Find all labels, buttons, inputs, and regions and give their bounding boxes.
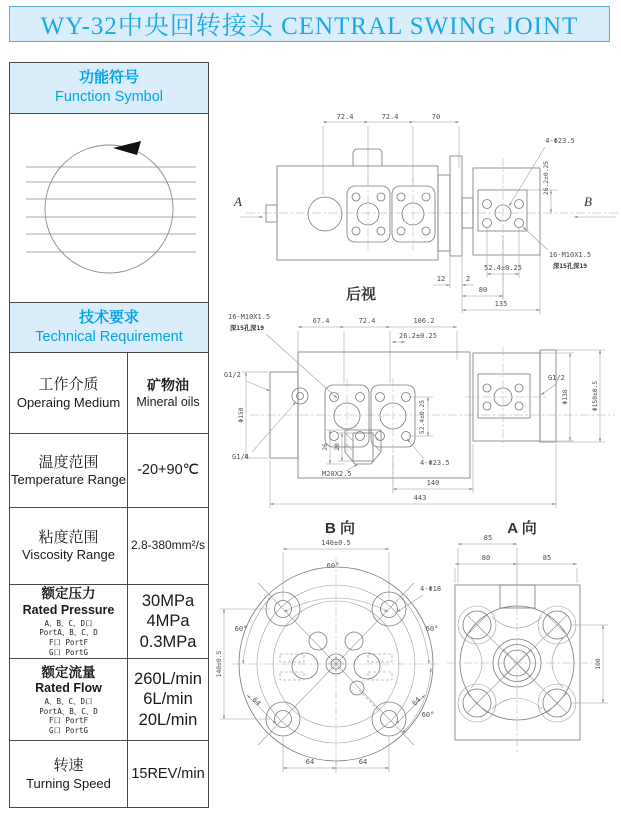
dim-label: 60° bbox=[326, 562, 340, 570]
dim-label: 140 bbox=[426, 479, 440, 487]
dim-label: 443 bbox=[413, 494, 427, 502]
port-label: G1/4 bbox=[232, 453, 249, 461]
dim-label: 52.4±0.25 bbox=[484, 264, 522, 272]
spec-label-sub: F口 PortF bbox=[48, 716, 89, 726]
spec-label-zh: 工作介质 bbox=[38, 376, 99, 394]
page-title-text: WY-32中央回转接头 CENTRAL SWING JOINT bbox=[40, 13, 579, 40]
spec-value-line: 0.3MPa bbox=[139, 632, 197, 651]
spec-label-sub: A、B、C、D口 bbox=[44, 618, 93, 628]
spec-label-en: Viscosity Range bbox=[22, 547, 115, 563]
view-b-drawing bbox=[216, 519, 441, 774]
spec-label-sub: A、B、C、D口 bbox=[44, 696, 93, 706]
spec-value-line: 4MPa bbox=[146, 612, 190, 631]
spec-label-zh: 额定流量 bbox=[41, 664, 96, 680]
dim-label: Φ138 bbox=[562, 389, 569, 405]
dim-label: Φ150 bbox=[238, 407, 245, 423]
rear-view-label: 后视 bbox=[345, 286, 377, 303]
view-a-label: A 向 bbox=[507, 520, 537, 537]
dim-label: 12 bbox=[436, 275, 446, 283]
view-arrow-b-label: B bbox=[584, 194, 592, 209]
spec-label-sub: G口 PortG bbox=[48, 726, 89, 736]
rear-view-drawing bbox=[233, 113, 618, 314]
port-label: G1/2 bbox=[548, 374, 565, 382]
dim-label: Φ150±0.5 bbox=[592, 380, 599, 412]
dim-label: 135 bbox=[494, 300, 508, 308]
dim-label: 64 bbox=[410, 695, 423, 708]
spec-label-zh: 温度范围 bbox=[38, 453, 99, 471]
dim-label: 85 bbox=[483, 534, 493, 542]
dim-label: 2 bbox=[465, 275, 471, 283]
dim-label: 60° bbox=[425, 625, 439, 633]
spec-value-line: 260L/min bbox=[134, 669, 202, 688]
spec-value-line: 2.8-380mm²/s bbox=[130, 537, 206, 552]
dim-label: 106.2 bbox=[413, 317, 435, 325]
dim-label: 72.4 bbox=[336, 113, 354, 121]
function-symbol-header-zh: 功能符号 bbox=[78, 69, 139, 87]
dim-label: 26 bbox=[322, 443, 329, 451]
spec-label-en: Rated Flow bbox=[35, 681, 102, 696]
thread-callout-note: 深15孔深19 bbox=[552, 263, 588, 270]
spec-value-line: 30MPa bbox=[141, 591, 195, 610]
spec-value-line: -20+90℃ bbox=[137, 461, 199, 478]
function-symbol-header-en: Function Symbol bbox=[55, 89, 163, 106]
dim-label: 70 bbox=[431, 113, 441, 121]
dim-label: 64 bbox=[250, 695, 263, 708]
thread-callout: 16-M10X1.5 bbox=[228, 313, 271, 321]
spec-value-line: Mineral oils bbox=[136, 395, 200, 410]
spec-label-sub: G口 PortG bbox=[48, 647, 89, 657]
dim-label: 80 bbox=[481, 554, 491, 562]
port-label: G1/2 bbox=[224, 371, 241, 379]
technical-requirement-header-en: Technical Requirement bbox=[35, 329, 183, 346]
dim-label: 64 bbox=[358, 758, 368, 766]
dim-label: 72.4 bbox=[358, 317, 376, 325]
view-arrow-a-label: A bbox=[234, 194, 242, 209]
dim-label: 85 bbox=[542, 554, 552, 562]
spec-label-sub: F口 PortF bbox=[48, 638, 89, 648]
spec-label-zh: 额定压力 bbox=[41, 586, 96, 602]
spec-value-line: 矿物油 bbox=[147, 376, 189, 393]
spec-label-sub: PortA、B、C、D bbox=[39, 706, 98, 716]
dim-label: 60° bbox=[421, 711, 435, 719]
front-view-drawing bbox=[224, 313, 615, 508]
dim-label: 140±0.5 bbox=[321, 539, 351, 547]
dim-label: 100 bbox=[595, 658, 602, 670]
dim-label: 72.4 bbox=[381, 113, 399, 121]
dim-label: 64 bbox=[305, 758, 315, 766]
dim-label: 4-Φ23.5 bbox=[420, 459, 450, 467]
thread-callout: 16-M10X1.5 bbox=[548, 251, 592, 259]
dim-label: 20 bbox=[334, 443, 341, 451]
dim-label: 60° bbox=[234, 625, 248, 633]
spec-label-en: Operaing Medium bbox=[16, 394, 121, 410]
dim-label: 52.4±0.25 bbox=[419, 399, 426, 435]
spec-label-en: Temperature Range bbox=[11, 472, 126, 488]
view-a-drawing bbox=[447, 519, 608, 754]
dim-label: 140±0.5 bbox=[216, 650, 223, 678]
spec-value-line: 6L/min bbox=[143, 690, 193, 709]
spec-value-line: 15REV/min bbox=[131, 765, 205, 782]
spec-label-en: Turning Speed bbox=[26, 775, 111, 791]
dim-label: 67.4 bbox=[312, 317, 330, 325]
dim-label: 4-Φ23.5 bbox=[545, 137, 575, 145]
spec-label-sub: PortA、B、C、D bbox=[39, 628, 98, 638]
thread-callout-note: 深15孔深19 bbox=[230, 325, 265, 332]
thread-callout: M20X2.5 bbox=[322, 470, 352, 478]
dim-label: 26.2±0.25 bbox=[399, 332, 437, 340]
dim-label: 80 bbox=[478, 286, 488, 294]
spec-value-line: 20L/min bbox=[138, 711, 198, 730]
spec-label-en: Rated Pressure bbox=[22, 602, 115, 617]
dim-label: 26.2±0.25 bbox=[543, 160, 550, 196]
dim-label: 4-Φ18 bbox=[420, 585, 442, 593]
spec-label-zh: 粘度范围 bbox=[38, 528, 99, 546]
view-b-label: B 向 bbox=[324, 520, 356, 537]
spec-label-zh: 转速 bbox=[53, 757, 84, 775]
technical-requirement-header-zh: 技术要求 bbox=[78, 309, 139, 327]
